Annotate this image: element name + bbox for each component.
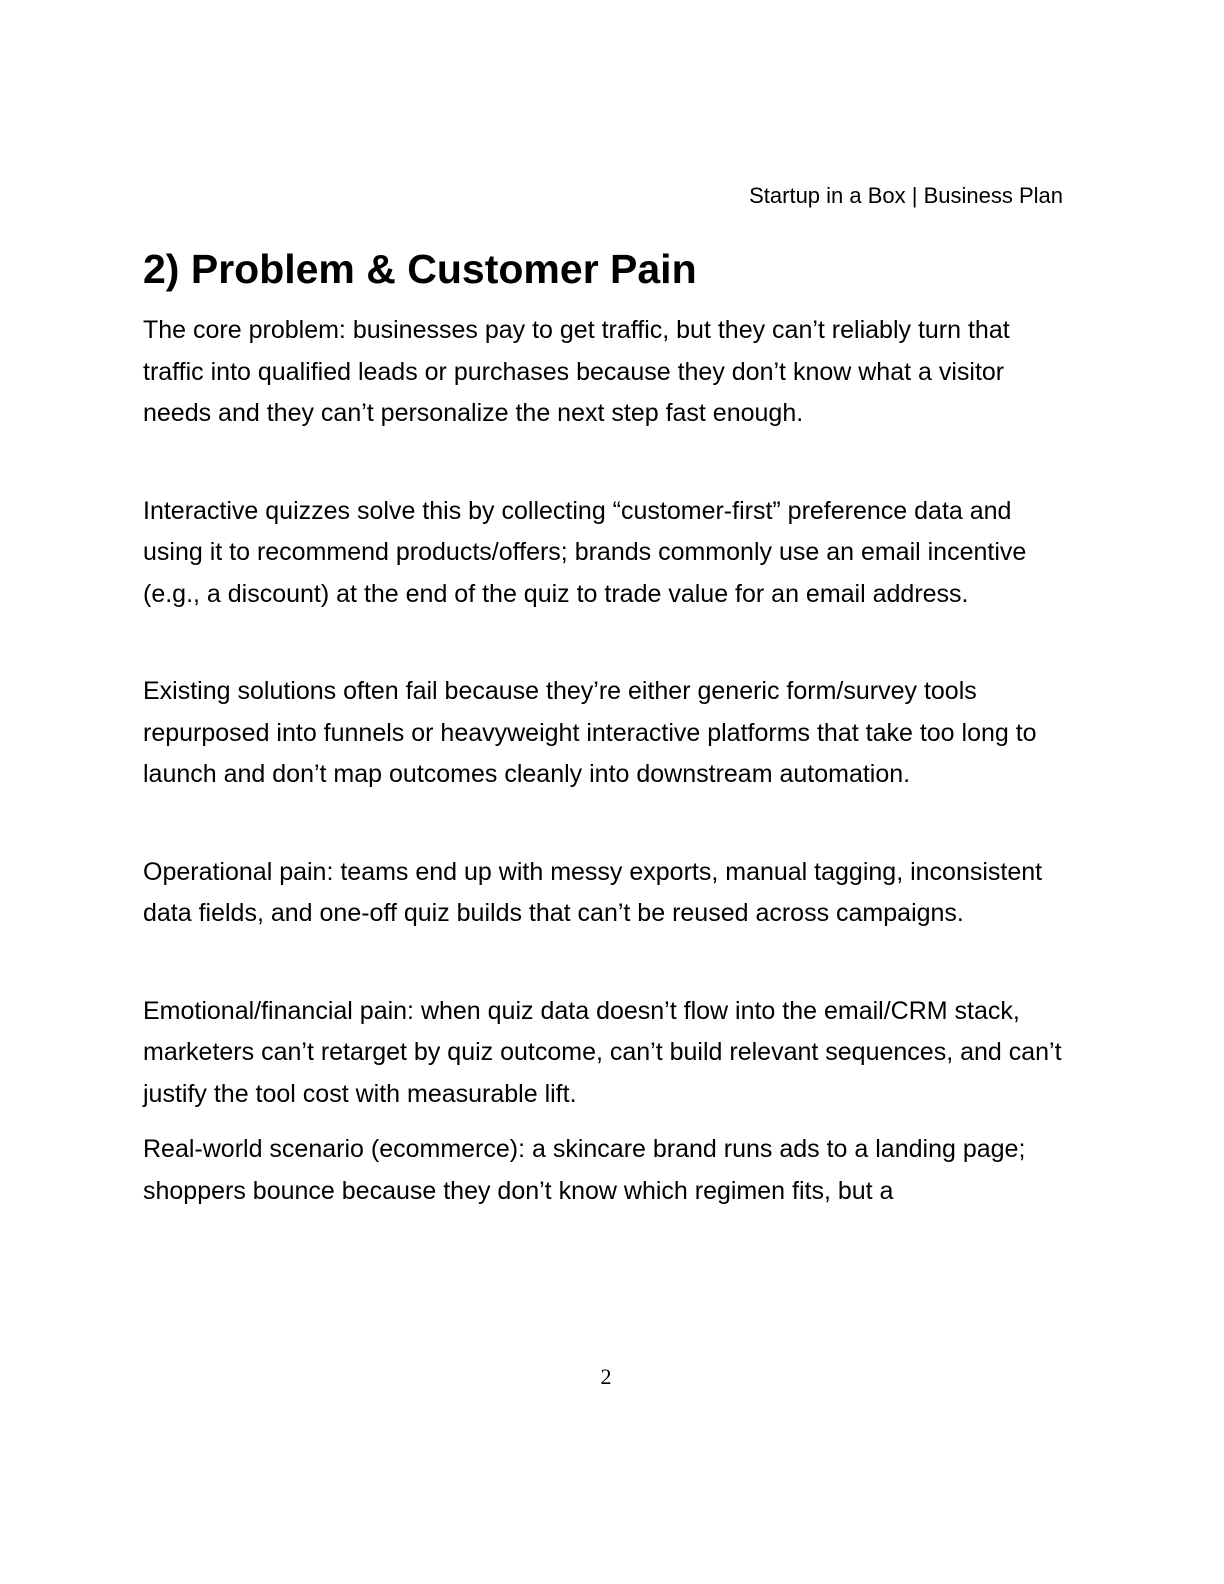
paragraph-interactive-quizzes: Interactive quizzes solve this by collecting “customer-first” preference data and using it to recommend products/offers; brands commonly use an email incentive (e.g., a discount) at the end of the quiz to trade value for an email address. — [143, 496, 1027, 608]
paragraph-operational-pain: Operational pain: teams end up with messy exports, manual tagging, inconsistent data fields, and one-off quiz builds that can’t be reused across campaigns. — [143, 857, 1043, 927]
page-number: 2 — [600, 1364, 612, 1389]
section-title: 2) Problem & Customer Pain — [143, 246, 697, 292]
paragraph-real-world-scenario: Real-world scenario (ecommerce): a skincare brand runs ads to a landing page; shoppers bounce because they don’t know which regimen fits, but a — [143, 1135, 1026, 1205]
paragraph-existing-solutions: Existing solutions often fail because they’re either generic form/survey tools repurposed into funnels or heavyweight interactive platforms that take too long to launch and don’t map outcomes cleanly into downstream automation. — [143, 677, 1037, 788]
running-header: Startup in a Box | Business Plan — [749, 183, 1063, 208]
section-content — [143, 242, 1068, 1212]
paragraph-emotional-financial-pain: Emotional/financial pain: when quiz data doesn’t flow into the email/CRM stack, marketers can’t retarget by quiz outcome, can’t build relevant sequences, and can’t justify the tool cost with measurable lift. — [143, 996, 1062, 1108]
paragraph-core-problem: The core problem: businesses pay to get traffic, but they can’t reliably turn that traffic into qualified leads or purchases because they don’t know what a visitor needs and they can’t personalize the next step fast enough. — [143, 316, 1010, 427]
